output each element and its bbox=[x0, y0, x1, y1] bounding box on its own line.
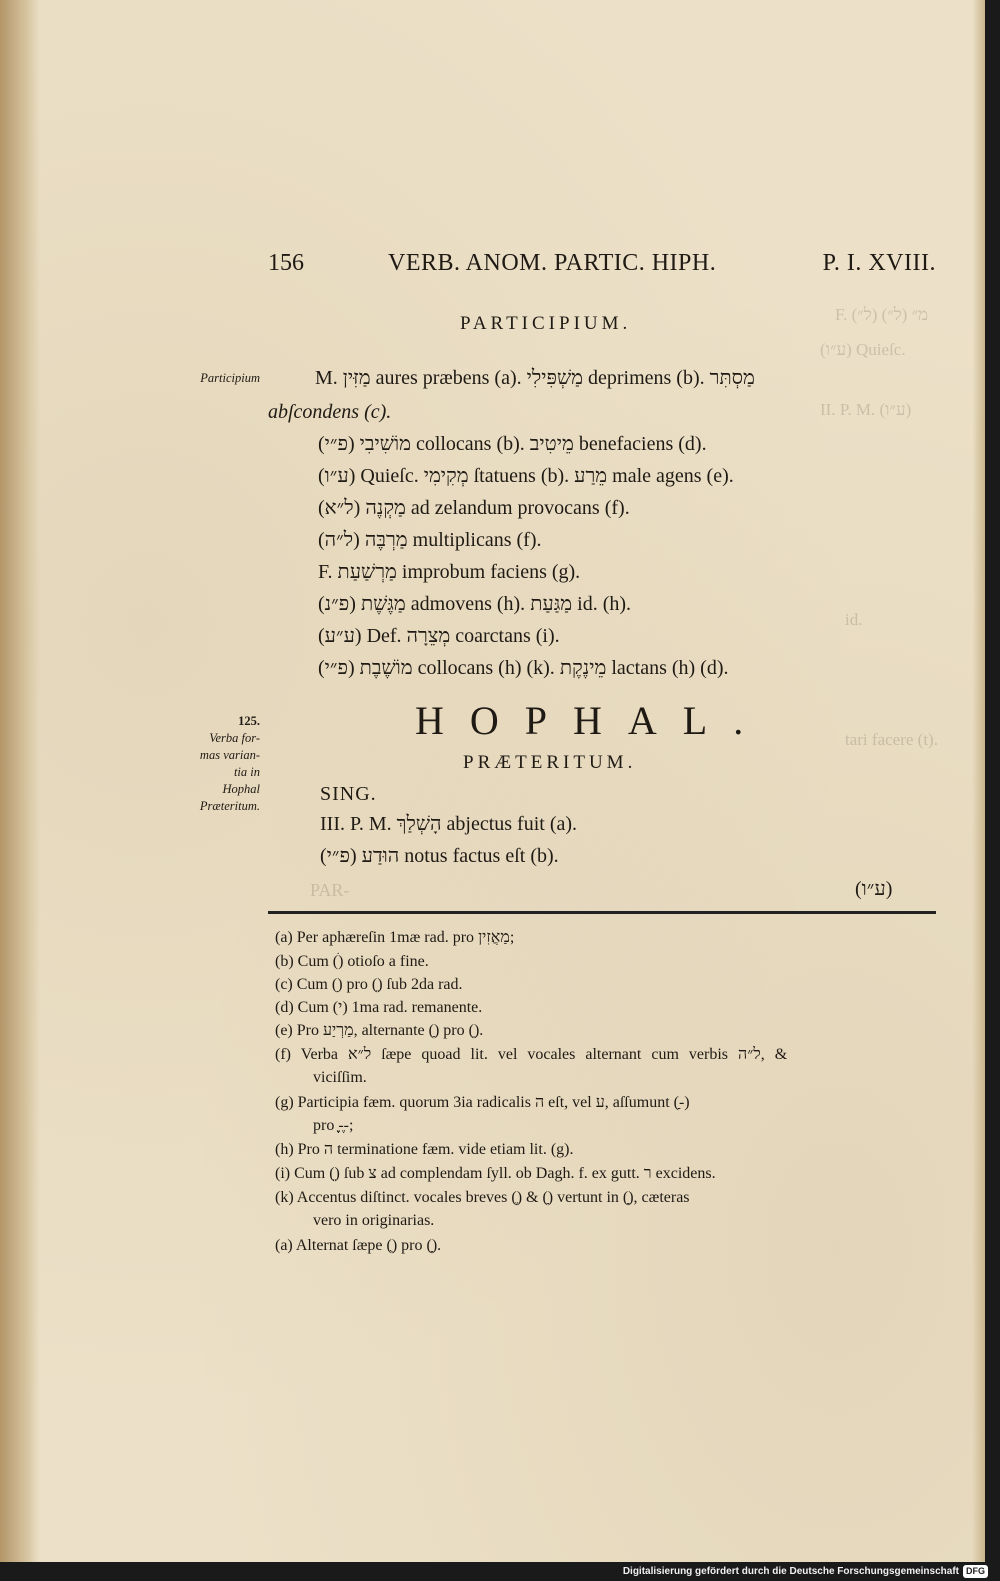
text-line: (פ״נ) מַגֶּשֶׁת admovens (h). מַגַּעַת id. (h). bbox=[318, 593, 632, 615]
bleed-through: (ע״ו) Quieſc. bbox=[820, 340, 906, 359]
margin-note-participium: Participium bbox=[200, 371, 260, 385]
footnote-continuation: pro ַ-ֶ-ֶ; bbox=[313, 1117, 354, 1134]
margin-note-line: tia in bbox=[233, 765, 260, 779]
bleed-through: F. (ל״) מ״ (ל״) bbox=[835, 305, 929, 324]
page-edge bbox=[972, 0, 985, 1562]
footnote: (a) Alternat ſæpe (ֻ) pro (ָ). bbox=[275, 1237, 442, 1254]
bleed-through: II. P. M. (ע״ו) bbox=[820, 400, 912, 419]
text-line: abſcondens (c). bbox=[268, 401, 392, 423]
footnote: (f) Verba ל״א ſæpe quoad lit. vel vocales alternant cum verbis ל״ה, & bbox=[275, 1046, 788, 1063]
footnote: (c) Cum (ׅ) pro (ֵ) ſub 2da rad. bbox=[275, 976, 463, 993]
section-heading-participium: PARTICIPIUM. bbox=[460, 313, 632, 334]
text-line: (ל״א) מַקְנֶה ad zelandum provocans (f). bbox=[318, 497, 630, 519]
footnote: (a) Per aphæreſin 1mæ rad. pro מַאֲזִין; bbox=[275, 929, 515, 946]
section-reference: P. I. XVIII. bbox=[822, 250, 936, 276]
digitization-credit: Digitalisierung gefördert durch die Deutsche Forschungsgemeinschaft bbox=[622, 1566, 959, 1577]
text-line: (ע״ע) Def. מְצֵרָה coarctans (i). bbox=[318, 625, 560, 647]
footnote: (g) Participia fæm. quorum 3ia radicalis ה eſt, vel ע, aſſumunt (ַ-ַ) bbox=[275, 1094, 690, 1111]
footnote: (h) Pro ה terminatione fæm. vide etiam lit. (g). bbox=[275, 1141, 574, 1158]
text-line: M. מַזִּין aures præbens (a). מַשְׁפִּילִי deprimens (b). מַסְתִּר bbox=[315, 367, 755, 389]
footnote: (d) Cum (י) 1ma rad. remanente. bbox=[275, 999, 483, 1016]
footnote: (k) Accentus diſtinct. vocales breves (ֶ) & (ַ) vertunt in (ָ), cæteras bbox=[275, 1189, 690, 1206]
footnote-continuation: vero in originarias. bbox=[313, 1212, 435, 1229]
bleed-through: tari facere (t). bbox=[845, 730, 938, 749]
footnote: (b) Cum (ׄ) otioſo a fine. bbox=[275, 953, 429, 970]
footnote: (e) Pro מַרְיַע, alternante (ַ) pro (ֵ). bbox=[275, 1022, 484, 1039]
digitization-credit-bar bbox=[0, 1562, 1000, 1581]
page-gutter bbox=[0, 0, 40, 1562]
bleed-through: id. bbox=[845, 610, 863, 629]
margin-note-line: Verba for- bbox=[209, 731, 260, 745]
bleed-through-catchword: PAR- bbox=[310, 880, 350, 900]
margin-note-number: 125. bbox=[238, 714, 260, 728]
footnote-rule bbox=[268, 911, 936, 914]
text-line: (פ״י) מוֹשִׁיבִי collocans (b). מֵיטִיב benefaciens (d). bbox=[318, 433, 707, 455]
page-number: 156 bbox=[268, 250, 304, 276]
text-line: III. P. M. הָשְׁלַךְ abjectus fuit (a). bbox=[320, 813, 578, 835]
margin-note-line: mas varian- bbox=[199, 748, 260, 762]
running-title: VERB. ANOM. PARTIC. HIPH. bbox=[388, 250, 717, 276]
catchword: (ע״ו) bbox=[855, 878, 893, 900]
subheading-praeteritum: PRÆTERITUM. bbox=[463, 752, 637, 773]
text-line: (ע״ו) Quieſc. מְקִימִי ſtatuens (b). מֵרַע male agens (e). bbox=[318, 465, 734, 487]
margin-note-line: Hophal bbox=[222, 782, 260, 796]
footnote-continuation: viciſſim. bbox=[313, 1069, 367, 1086]
text-line: (ל״ה) מַרְבֶּה multiplicans (f). bbox=[318, 529, 542, 551]
footnote: (i) Cum (ֵ) ſub צ ad complendam ſyll. ob Dagh. f. ex gutt. ר excidens. bbox=[275, 1165, 716, 1182]
number-heading-sing: SING. bbox=[320, 783, 377, 805]
dfg-logo: DFG bbox=[963, 1565, 988, 1578]
margin-note-line: Præteritum. bbox=[199, 799, 260, 813]
text-line: (פ״י) מוֹשֶׁבֶת collocans (h) (k). מֵינֶקֶת lactans (h) (d). bbox=[318, 657, 729, 679]
text-line: F. מַרְשַׁעַת improbum faciens (g). bbox=[318, 561, 581, 583]
text-line: (פ״י) הוּדַע notus factus eſt (b). bbox=[320, 845, 559, 867]
section-title-hophal: HOPHAL. bbox=[415, 698, 770, 743]
